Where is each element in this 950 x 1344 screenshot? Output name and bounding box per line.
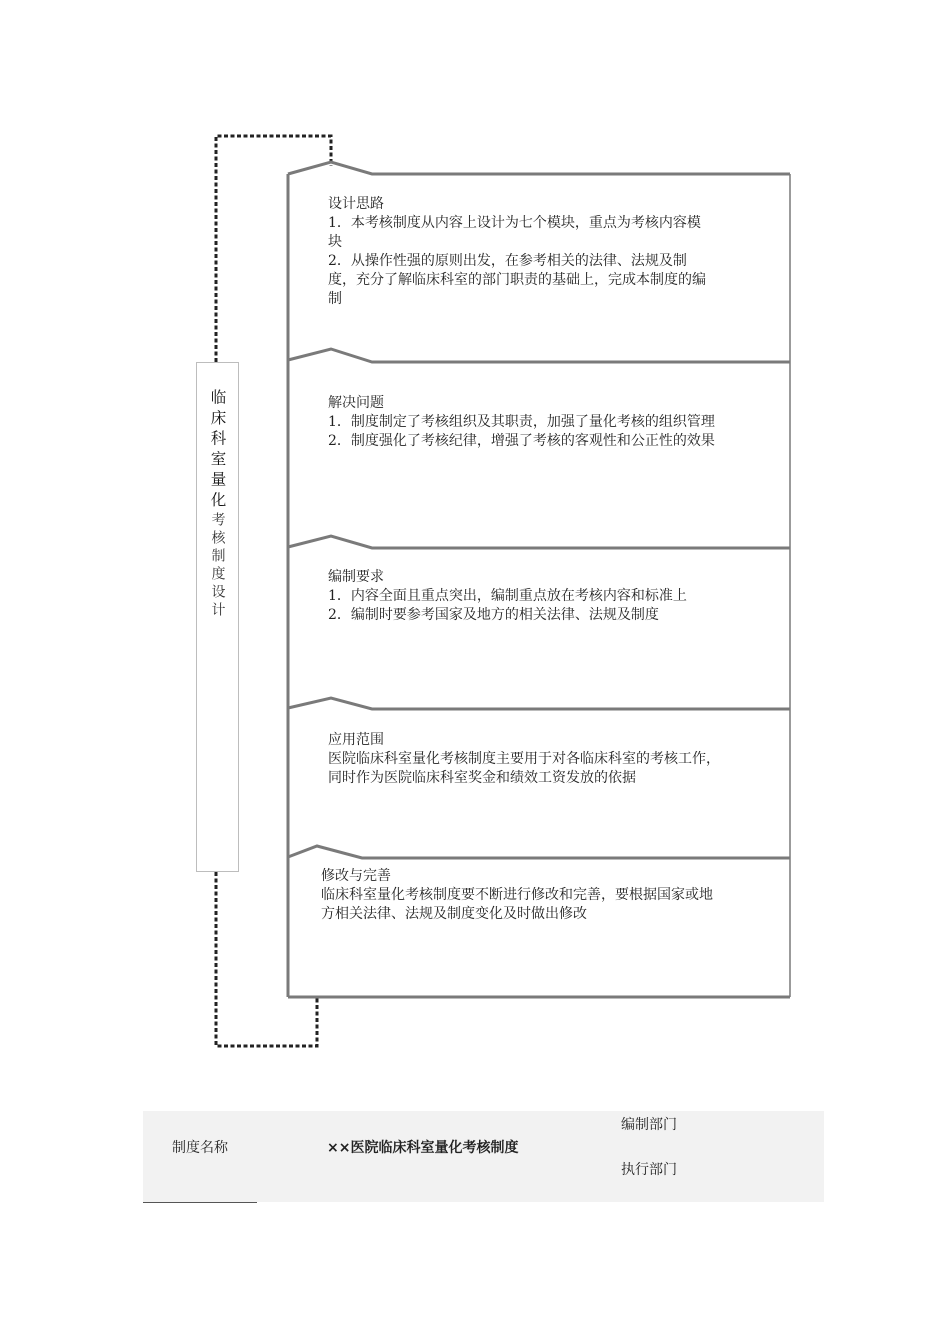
info-table [143,1111,824,1202]
side-title-box [196,362,239,872]
dashed-connector-bottom [216,872,317,1046]
system-name-value: ××医院临床科室量化考核制度 [327,1140,519,1156]
footer-divider [143,1202,257,1203]
section-edge-4 [288,698,790,709]
section-edge-1 [288,162,790,174]
section-line: 2．编制时要参考国家及地方的相关法律、法规及制度 [328,607,659,623]
execute-dept-label: 执行部门 [621,1162,677,1178]
side-title-sub: 考核制度设计 [209,512,226,620]
section-design-idea [328,195,783,309]
dashed-connector-top [216,136,331,362]
section-line: 1．本考核制度从内容上设计为七个模块，重点为考核内容模 [328,215,701,231]
section-line: 1．内容全面且重点突出，编制重点放在考核内容和标准上 [328,588,687,604]
section-scope [328,731,783,788]
section-line: 2．制度强化了考核纪律，增强了考核的客观性和公正性的效果 [328,433,715,449]
section-line: 临床科室量化考核制度要不断进行修改和完善，要根据国家或地 [321,887,713,903]
section-line: 块 [328,234,342,250]
section-heading: 编制要求 [328,569,384,585]
section-line: 方相关法律、法规及制度变化及时做出修改 [321,906,587,922]
section-line: 度，充分了解临床科室的部门职责的基础上，完成本制度的编 [328,272,706,288]
section-heading: 应用范围 [328,732,384,748]
section-revision [321,867,781,924]
section-line: 医院临床科室量化考核制度主要用于对各临床科室的考核工作， [328,751,720,767]
section-edge-3 [288,536,790,548]
section-problems-solved [328,394,783,451]
section-heading: 修改与完善 [321,868,391,884]
compile-dept-label: 编制部门 [621,1117,677,1133]
system-name-label: 制度名称 [172,1140,228,1156]
section-heading: 解决问题 [328,395,384,411]
section-line: 2．从操作性强的原则出发，在参考相关的法律、法规及制 [328,253,687,269]
section-edge-5 [288,846,790,858]
section-line: 同时作为医院临床科室奖金和绩效工资发放的依据 [328,770,636,786]
section-requirements [328,568,783,625]
section-line: 1．制度制定了考核组织及其职责，加强了量化考核的组织管理 [328,414,715,430]
section-line: 制 [328,291,342,307]
section-heading: 设计思路 [328,196,384,212]
side-title-main: 临床科室量化 [208,389,227,512]
section-edge-2 [288,349,790,362]
